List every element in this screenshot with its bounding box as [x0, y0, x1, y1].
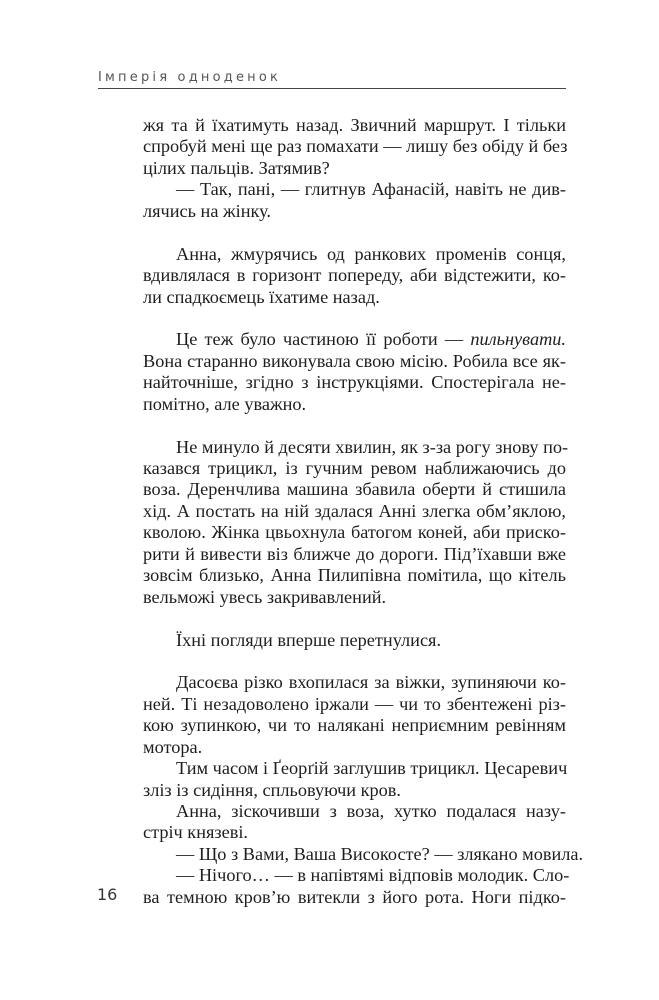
line-text: — Нічого… — в напівтямі відповів молодик. Сло-	[176, 865, 570, 886]
line-text: Анна, зіскочивши з воза, хутко подалася назу-	[176, 801, 566, 821]
paragraph-break	[143, 222, 566, 243]
text-line	[143, 244, 566, 265]
emphasized-text: пильнувати.	[470, 329, 566, 350]
line-text: лячись на жінку.	[143, 200, 271, 221]
line-text: кою зупинкою, чи то налякані неприємним ревінням	[143, 715, 566, 736]
line-text: ли спадкоємець їхатиме назад.	[143, 286, 380, 307]
line-text: Їхні погляди вперше перетнулися.	[176, 629, 442, 650]
paragraph-break	[143, 415, 566, 436]
line-text: Дасоєва різко вхопилася за віжки, зупиняючи ко-	[176, 672, 566, 693]
text-line	[143, 179, 566, 200]
paragraph-break	[143, 651, 566, 672]
line-text: вельможі увесь закривавлений.	[143, 586, 387, 607]
line-text: зліз із сидіння, спльовуючи кров.	[143, 779, 401, 800]
text-line	[143, 201, 566, 222]
line-text: помітно, але уважно.	[143, 393, 307, 414]
paragraph-break	[143, 308, 566, 329]
text-line	[143, 587, 566, 608]
text-line	[143, 694, 566, 715]
text-line	[143, 843, 584, 865]
line-text: спробуй мені ще раз помахати — лишу без обіду й без	[143, 136, 568, 157]
line-text: рити й вивести віз ближче до дороги. Під’їхавши вже	[143, 543, 566, 564]
line-text: хід. А постать на ній здалася Анні злегка обм’яклою,	[143, 500, 566, 521]
line-text: мотора.	[143, 736, 203, 757]
line-text: цілих пальців. Затямив?	[143, 157, 330, 178]
text-line	[143, 672, 566, 693]
line-text: Вона старанно виконувала свою місію. Робила все як-	[143, 350, 566, 371]
text-line	[143, 522, 566, 543]
page-number: 16	[97, 885, 118, 904]
line-text: кволою. Жінка цвьохнула батогом коней, аби приско-	[143, 522, 566, 543]
text-line	[143, 458, 566, 479]
text-line	[143, 158, 566, 179]
text-line	[143, 501, 566, 522]
running-head: Імперія одноденок	[98, 70, 282, 85]
paragraph-break	[143, 608, 566, 629]
line-text: найточніше, згідно з інструкціями. Спостерігала не-	[143, 372, 566, 393]
line-text: Не минуло й десяти хвилин, як з-за рогу знову по-	[176, 436, 569, 457]
text-line	[143, 136, 566, 157]
text-line	[143, 287, 566, 308]
text-line	[143, 801, 566, 822]
text-line	[143, 565, 566, 586]
text-line	[143, 822, 566, 843]
line-text: Тим часом і Ґеорґій заглушив трицикл. Цесаревич	[176, 758, 568, 779]
header-rule	[98, 88, 566, 89]
text-line	[143, 715, 566, 736]
text-line	[143, 758, 566, 779]
text-line	[143, 436, 569, 458]
text-line	[143, 351, 566, 372]
text-line	[143, 115, 566, 136]
text-line	[143, 630, 566, 651]
line-text: — Так, пані, — глитнув Афанасій, навіть не див-	[176, 179, 566, 200]
text-line	[143, 780, 566, 801]
text-line	[143, 372, 566, 393]
line-text: стріч князеві.	[143, 822, 249, 843]
line-text: вдивлялася в горизонт попереду, аби відстежити, ко-	[143, 265, 566, 286]
text-line	[143, 887, 566, 908]
line-text: ней. Ті незадоволено іржали — чи то збентежені різ-	[143, 693, 566, 714]
body-text	[143, 115, 584, 908]
text-line	[143, 544, 566, 565]
text-line	[143, 865, 570, 886]
line-text: жя та й їхатимуть назад. Звичний маршрут. І тільки	[143, 115, 566, 135]
line-text: Це теж було частиною її роботи —	[176, 329, 471, 350]
text-line	[143, 265, 566, 286]
text-line	[143, 737, 566, 758]
line-text: Анна, жмурячись од ранкових променів сонця,	[176, 243, 566, 264]
line-text: зовсім близько, Анна Пилипівна помітила, що кітель	[143, 565, 566, 586]
text-line	[143, 394, 566, 415]
line-text: воза. Деренчлива машина збавила оберти й стишила	[143, 479, 566, 500]
text-line	[143, 329, 566, 350]
line-text: — Що з Вами, Ваша Високосте? — злякано мовила.	[176, 843, 584, 864]
line-text: казався трицикл, із гучним ревом наближаючись до	[143, 458, 566, 478]
text-line	[143, 479, 566, 500]
line-text: ва темною кров’ю витекли з його рота. Ноги підко-	[143, 886, 566, 907]
